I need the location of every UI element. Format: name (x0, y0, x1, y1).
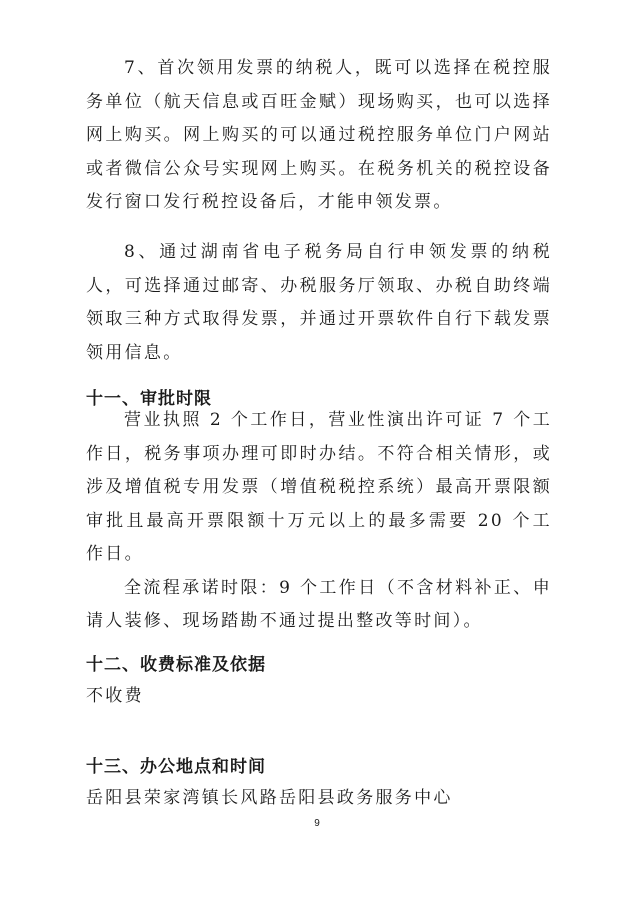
item-7-block (86, 52, 552, 220)
item-7-paragraph: 7、首次领用发票的纳税人，既可以选择在税控服务单位（航天信息或百旺金赋）现场购买，也可以选择网上购买。网上购买的可以通过税控服务单位门户网站或者微信公众号实现网上购买。在税务机关的税控设备发行窗口发行税控设备后，才能申领发票。 (86, 58, 552, 212)
section-12-heading: 十二、收费标准及依据 (86, 655, 266, 675)
section-13-block (86, 782, 552, 816)
section-11-block (86, 404, 552, 639)
section-13-body: 岳阳县荣家湾镇长风路岳阳县政务服务中心 (86, 788, 453, 808)
section-12-block (86, 680, 552, 714)
section-11-paragraph-1: 营业执照 2 个工作日，营业性演出许可证 7 个工作日，税务事项办理可即时办结。不符合相关情形，或涉及增值税专用发票（增值税税控系统）最高开票限额审批且最高开票限额十万元以上的最多需要 20 个工作日。 (86, 410, 552, 564)
section-13-heading: 十三、办公地点和时间 (86, 757, 266, 777)
section-12-body: 不收费 (86, 686, 144, 706)
section-11-paragraph-2: 全流程承诺时限：9 个工作日（不含材料补正、申请人装修、现场踏勘不通过提出整改等时间）。 (86, 577, 552, 631)
page-number: 9 (314, 818, 320, 829)
item-8-block (86, 236, 552, 370)
item-8-paragraph: 8、通过湖南省电子税务局自行申领发票的纳税人，可选择通过邮寄、办税服务厅领取、办税自助终端领取三种方式取得发票，并通过开票软件自行下载发票领用信息。 (86, 242, 552, 363)
section-11-heading: 十一、审批时限 (86, 389, 212, 409)
